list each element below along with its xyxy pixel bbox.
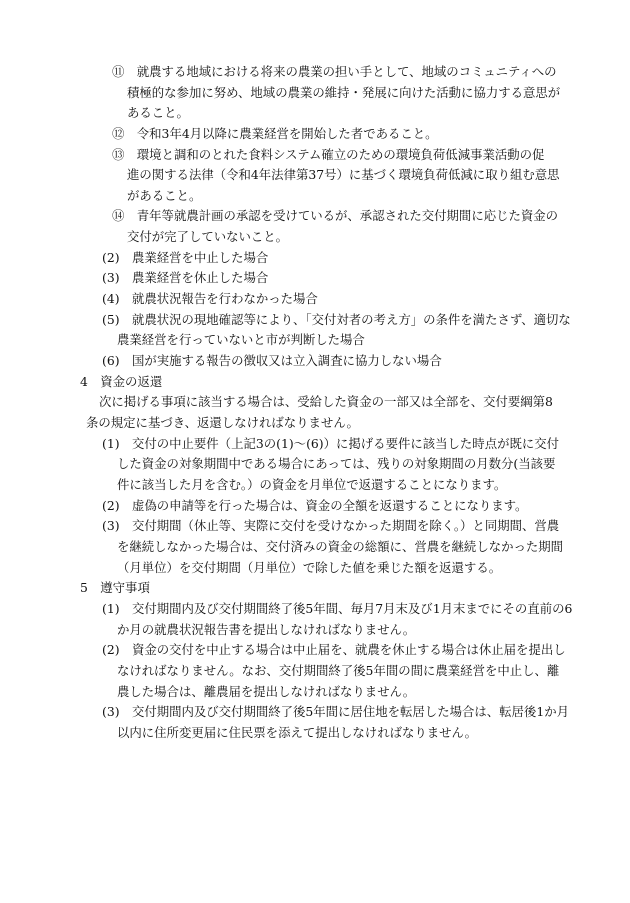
section-4-item-3-line-1: (3) 交付期間（休止等、実際に交付を受けなかった期間を除く。）と同期間、営農 (102, 518, 560, 533)
section-4-intro-line-2: 条の規定に基づき、返還しなければなりません。 (86, 415, 359, 430)
section-4-item-1-line-1: (1) 交付の中止要件（上記3の(1)～(6)）に掲げる要件に該当した時点が既に交付 (102, 436, 560, 451)
item-14-line-1: ⑭ 青年等就農計画の承認を受けているが、承認された交付期間に応じた資金の (112, 208, 559, 223)
section-5-item-2-line-3: 農した場合は、離農届を提出しなければなりません。 (117, 684, 416, 699)
section-4-heading: 4 資金の返還 (80, 374, 163, 389)
item-11-line-2: 積極的な参加に努め、地域の農業の維持・発展に向けた活動に協力する意思が (127, 85, 561, 100)
item-5-line-2: 農業経営を行っていないと市が判断した場合 (117, 332, 365, 347)
section-4-intro-line-1: 次に掲げる事項に該当する場合は、受給した資金の一部又は全部を、交付要綱第8 (99, 394, 553, 409)
section-4-item-2: (2) 虚偽の申請等を行った場合は、資金の全額を返還することになります。 (102, 498, 528, 513)
item-13-line-2: 進の関する法律（令和4年法律第37号）に基づく環境負荷低減に取り組む意思 (127, 167, 560, 182)
item-6: (6) 国が実施する報告の徴収又は立入調査に協力しない場合 (102, 353, 442, 368)
section-5-item-3-line-1: (3) 交付期間内及び交付期間終了後5年間に居住地を転居した場合は、転居後1か月 (102, 704, 569, 719)
section-5-item-3-line-2: 以内に住所変更届に住民票を添えて提出しなければなりません。 (117, 725, 478, 740)
item-4: (4) 就農状況報告を行わなかった場合 (102, 291, 318, 306)
item-2: (2) 農業経営を中止した場合 (102, 250, 269, 265)
item-13-line-1: ⑬ 環境と調和のとれた食料システム確立のための環境負荷低減事業活動の促 (112, 147, 545, 162)
section-4-item-3-line-3: （月単位）を交付期間（月単位）で除した値を乗じた額を返還する。 (117, 560, 502, 575)
section-5-item-2-line-2: なければなりません。なお、交付期間終了後5年間の間に農業経営を中止し、離 (117, 663, 560, 678)
section-5-item-2-line-1: (2) 資金の交付を中止する場合は中止届を、就農を休止する場合は休止届を提出し (102, 642, 566, 657)
item-12-line-1: ⑫ 令和3年4月以降に農業経営を開始した者であること。 (112, 126, 438, 141)
section-4-item-1-line-2: した資金の対象期間中である場合にあっては、残りの対象期間の月数分(当該要 (117, 456, 556, 471)
item-11-line-3: あること。 (127, 105, 189, 120)
item-3: (3) 農業経営を休止した場合 (102, 270, 269, 285)
item-13-line-3: があること。 (127, 188, 202, 203)
section-5-item-1-line-1: (1) 交付期間内及び交付期間終了後5年間、毎月7月末及び1月末までにその直前の6 (102, 601, 573, 616)
section-5-heading: 5 遵守事項 (80, 580, 150, 595)
section-5-item-1-line-2: か月の就農状況報告書を提出しなければなりません。 (117, 622, 416, 637)
item-14-line-2: 交付が完了していないこと。 (127, 229, 289, 244)
section-4-item-1-line-3: 件に該当した月を含む。）の資金を月単位で返還することになります。 (117, 477, 507, 492)
item-11-line-1: ⑪ 就農する地域における将来の農業の担い手として、地域のコミュニティへの (112, 64, 557, 79)
item-5-line-1: (5) 就農状況の現地確認等により、「交付対者の考え方」の条件を満たさず、適切な (102, 312, 571, 327)
section-4-item-3-line-2: を継続しなかった場合は、交付済みの資金の総額に、営農を継続しなかった期間 (117, 539, 564, 554)
